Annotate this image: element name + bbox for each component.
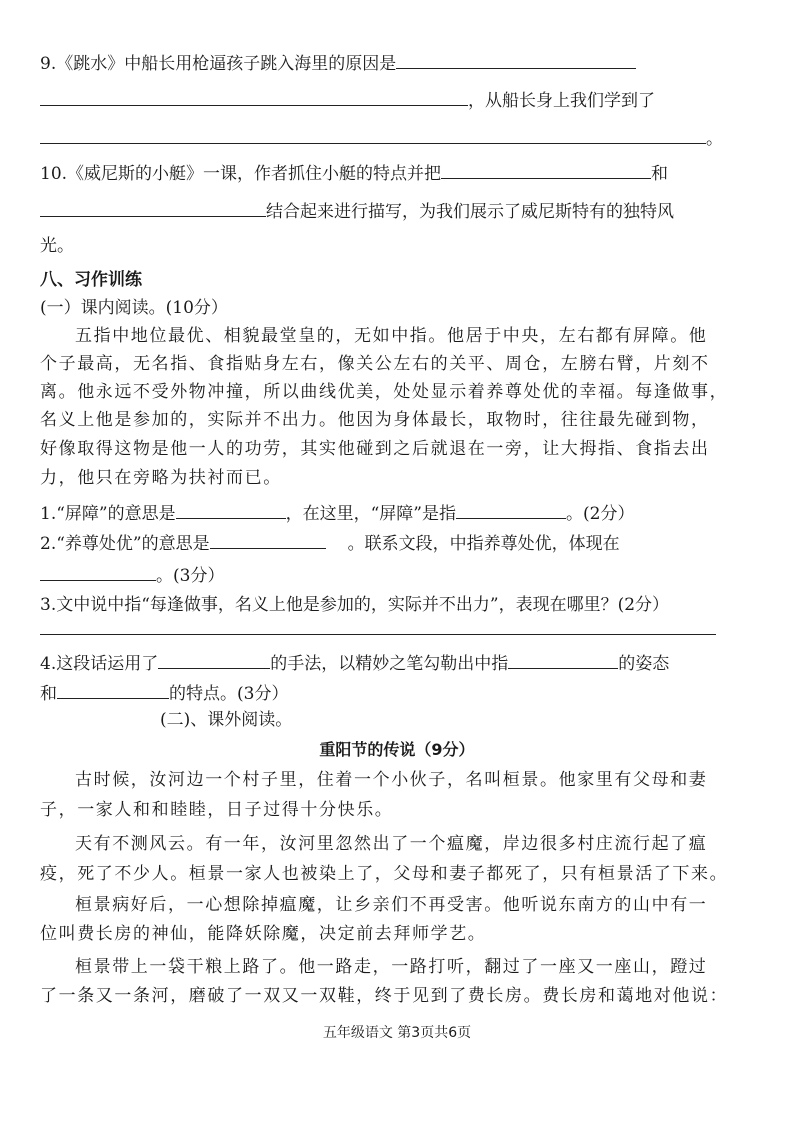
sub-q2-blank-2[interactable] xyxy=(40,562,156,581)
sub-q3-a: 3.文中说中指“每逢做事，名义上他是参加的，实际并不出力”，表现在哪里？(2分） xyxy=(40,595,670,615)
sub-q1-blank-1[interactable] xyxy=(176,500,286,519)
q10-prompt-2: 结合起来进行描写，为我们展示了威尼斯特有的独特风 xyxy=(266,202,674,222)
sub-q4 xyxy=(40,650,760,676)
story-line-3: 天有不测风云。有一年，汝河里忽然出了一个瘟魔，岸边很多村庄流行起了瘟 xyxy=(75,834,708,854)
q9-blank-3[interactable] xyxy=(40,125,706,144)
q10-line3 xyxy=(40,234,760,258)
sub-q1-blank-2[interactable] xyxy=(456,500,566,519)
q10-end-text: 光。 xyxy=(40,236,74,256)
passage-line-3: 离。他永远不受外物冲撞，所以曲线优美，处处显示着养尊处优的幸福。每逢做事， xyxy=(40,382,729,402)
q9-blank-1[interactable] xyxy=(396,50,636,69)
sub-q4-b: 的手法，以精妙之笔勾勒出中指 xyxy=(270,654,509,674)
passage-line-5: 好像取得这物是他一人的功劳，其实他碰到之后就退在一旁，让大拇指、食指去出 xyxy=(40,439,710,459)
sub-q4-blank-2[interactable] xyxy=(508,650,618,669)
passage-line-1: 五指中地位最优、相貌最堂皇的，无如中指。他居于中央，左右都有屏障。他 xyxy=(75,326,708,346)
story-line-1: 古时候，汝河边一个村子里，住着一个小伙子，名叫桓景。他家里有父母和妻 xyxy=(75,770,708,790)
q10-and: 和 xyxy=(651,164,669,184)
story-line-5: 桓景病好后，一心想除掉瘟魔，让乡亲们不再受害。他听说东南方的山中有一 xyxy=(75,895,708,915)
sub-q1-a: 1.“屏障”的意思是 xyxy=(40,504,176,524)
sub-q1-b: ，在这里，“屏障”是指 xyxy=(285,504,456,524)
sub-q2-blank-1[interactable] xyxy=(210,530,326,549)
q9-prompt: 9.《跳水》中船长用枪逼孩子跳入海里的原因是 xyxy=(40,54,397,74)
sub-q3-answer-line[interactable] xyxy=(40,634,716,635)
q10-line1 xyxy=(40,160,760,186)
sub-q4-d: 和 xyxy=(40,684,57,704)
q9-line3 xyxy=(40,125,760,151)
sub-q2-c: 。(3分） xyxy=(156,566,225,586)
sub-q2 xyxy=(40,530,760,556)
sub-q4-a: 4.这段话运用了 xyxy=(40,654,159,674)
q9-prompt-2: ，从船长身上我们学到了 xyxy=(468,91,655,111)
sub-q4-blank-1[interactable] xyxy=(158,650,270,669)
q10-line2 xyxy=(40,198,760,224)
q9-end-mark: 。 xyxy=(706,129,723,149)
story-line-2: 子，一家人和和睦睦，日子过得十分快乐。 xyxy=(40,800,394,820)
q10-prompt: 10.《威尼斯的小艇》一课，作者抓住小艇的特点并把 xyxy=(40,164,442,184)
q9-blank-2[interactable] xyxy=(40,87,468,106)
story-line-6: 位叫费长房的神仙，能降妖除魔，决定前去拜师学艺。 xyxy=(40,924,487,944)
passage-line-6: 力，他只在旁略为扶衬而已。 xyxy=(40,468,282,488)
passage-line-2: 个子最高，无名指、食指贴身左右，像关公左右的关平、周仓，左膀右臂，片刻不 xyxy=(40,354,710,374)
part1-title: (一）课内阅读。(10分） xyxy=(40,298,228,318)
sub-q1 xyxy=(40,500,760,526)
q9-line2 xyxy=(40,87,760,113)
q10-blank-1[interactable] xyxy=(441,160,651,179)
story-line-7: 桓景带上一袋干粮上路了。他一路走，一路打听，翻过了一座又一座山，蹬过 xyxy=(75,957,708,977)
sub-q2-b: 。联系文段，中指养尊处优，体现在 xyxy=(347,534,620,554)
story-line-8: 了一条又一条河，磨破了一双又一双鞋，终于见到了费长房。费长房和蔼地对他说： xyxy=(40,986,729,1006)
sub-q2-a: 2.“养尊处优”的意思是 xyxy=(40,534,210,554)
q9-line1 xyxy=(40,50,760,76)
q10-blank-2[interactable] xyxy=(40,198,266,217)
sub-q4-c: 的姿态 xyxy=(618,654,670,674)
part2-title: (二)、课外阅读。 xyxy=(160,710,293,730)
sub-q4-line2 xyxy=(40,680,760,706)
section-8-title: 八、习作训练 xyxy=(40,270,142,290)
sub-q1-c: 。(2分） xyxy=(566,504,635,524)
sub-q3 xyxy=(40,593,760,617)
sub-q4-e: 的特点。(3分） xyxy=(169,684,289,704)
sub-q2-line2 xyxy=(40,562,760,588)
sub-q4-blank-3[interactable] xyxy=(57,680,169,699)
page-footer: 五年级语文 第3页共6页 xyxy=(322,1025,472,1041)
passage-line-4: 名义上他是参加的，实际并不出力。他因为身体最长，取物时，往往最先碰到物， xyxy=(40,410,710,430)
story-title: 重阳节的传说（9分） xyxy=(319,740,475,759)
story-line-4: 疫，死了不少人。桓景一家人也被染上了，父母和妻子都死了，只有桓景活了下来。 xyxy=(40,864,729,884)
